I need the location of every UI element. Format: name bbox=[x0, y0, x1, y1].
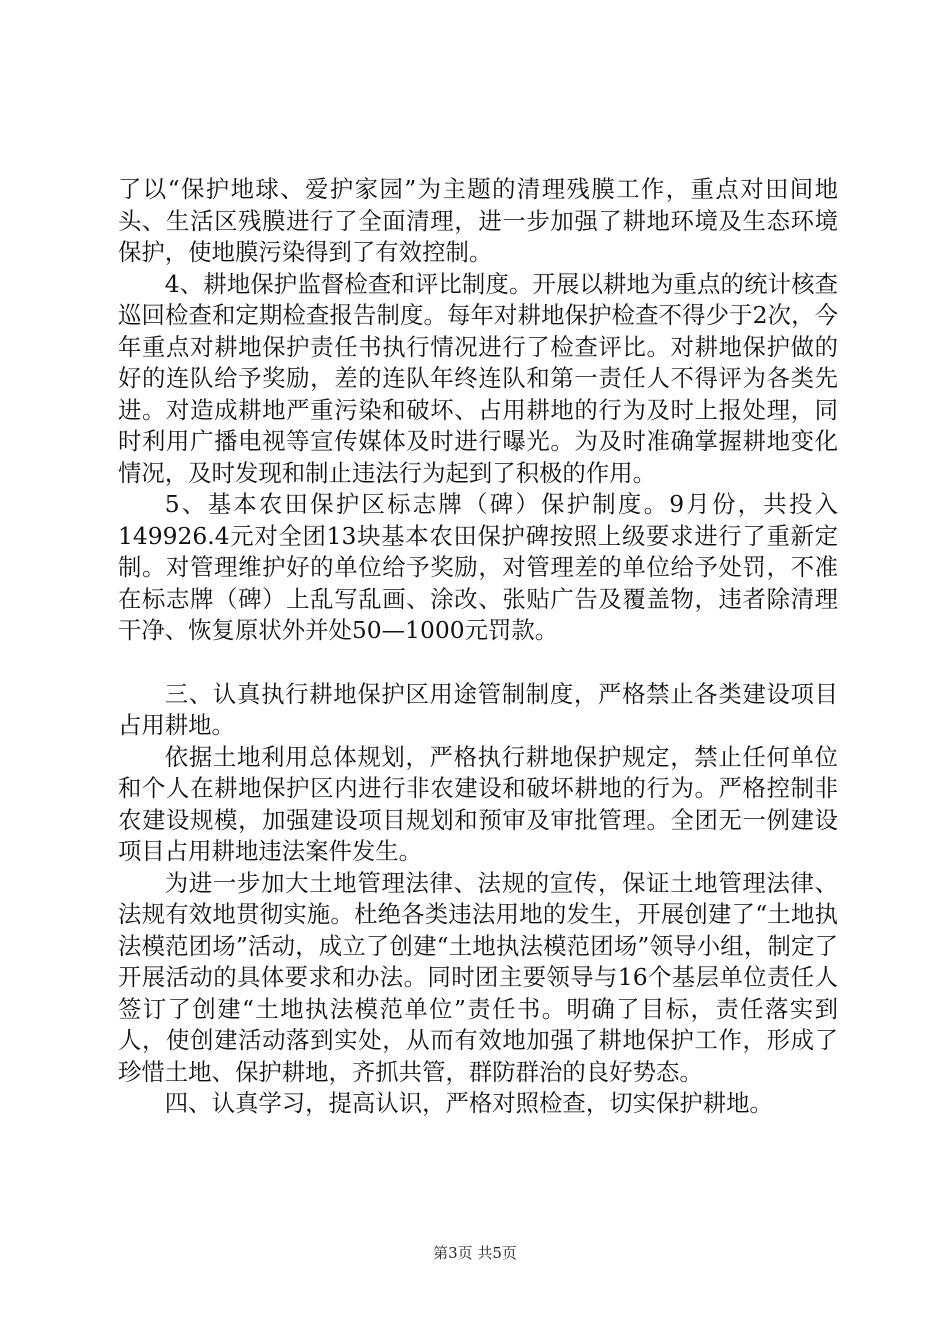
section-heading-3: 三、认真执行耕地保护区用途管制制度，严格禁止各类建设项目占用耕地。 bbox=[118, 679, 838, 739]
paragraph-continuation: 了以“保护地球、爱护家园”为主题的清理残膜工作，重点对田间地头、生活区残膜进行了全面清理，进一步加强了耕地环境及生态环境保护，使地膜污染得到了有效控制。 bbox=[118, 175, 838, 266]
page-footer: 第3页 共5页 bbox=[433, 1244, 517, 1262]
paragraph-planning: 依据土地利用总体规划，严格执行耕地保护规定，禁止任何单位和个人在耕地保护区内进行非农建设和破坏耕地的行为。严格控制非农建设规模，加强建设项目规划和预审及审批管理。全团无一例建设项目占用耕地违法案件发生。 bbox=[118, 742, 838, 865]
paragraph-publicity: 为进一步加大土地管理法律、法规的宣传，保证土地管理法律、法规有效地贯彻实施。杜绝各类违法用地的发生，开展创建了“土地执法模范团场”活动，成立了创建“土地执法模范团场”领导小组，制定了开展活动的具体要求和办法。同时团主要领导与16个基层单位责任人签订了创建“土地执法模范单位”责任书。明确了目标，责任落实到人，使创建活动落到实处，从而有效地加强了耕地保护工作，形成了珍惜土地、保护耕地，齐抓共管，群防群治的良好势态。 bbox=[118, 868, 838, 1086]
section-heading-4: 四、认真学习，提高认识，严格对照检查，切实保护耕地。 bbox=[164, 1089, 773, 1117]
paragraph-item-5: 5、基本农田保护区标志牌（碑）保护制度。9月份，共投入149926.4元对全团13块基本农田保护碑按照上级要求进行了重新定制。对管理维护好的单位给予奖励，对管理差的单位给予处罚，不准在标志牌（碑）上乱写乱画、涂改、张贴广告及覆盖物，违者除清理干净、恢复原状外并处50—1000元罚款。 bbox=[118, 490, 838, 644]
document-body bbox=[118, 174, 838, 1120]
paragraph-item-4: 4、耕地保护监督检查和评比制度。开展以耕地为重点的统计核查巡回检查和定期检查报告制度。每年对耕地保护检查不得少于2次，今年重点对耕地保护责任书执行情况进行了检查评比。对耕地保护做的好的连队给予奖励，差的连队年终连队和第一责任人不得评为各类先进。对造成耕地严重污染和破坏、占用耕地的行为及时上报处理，同时利用广播电视等宣传媒体及时进行曝光。为及时准确掌握耕地变化情况，及时发现和制止违法行为起到了积极的作用。 bbox=[118, 269, 838, 487]
